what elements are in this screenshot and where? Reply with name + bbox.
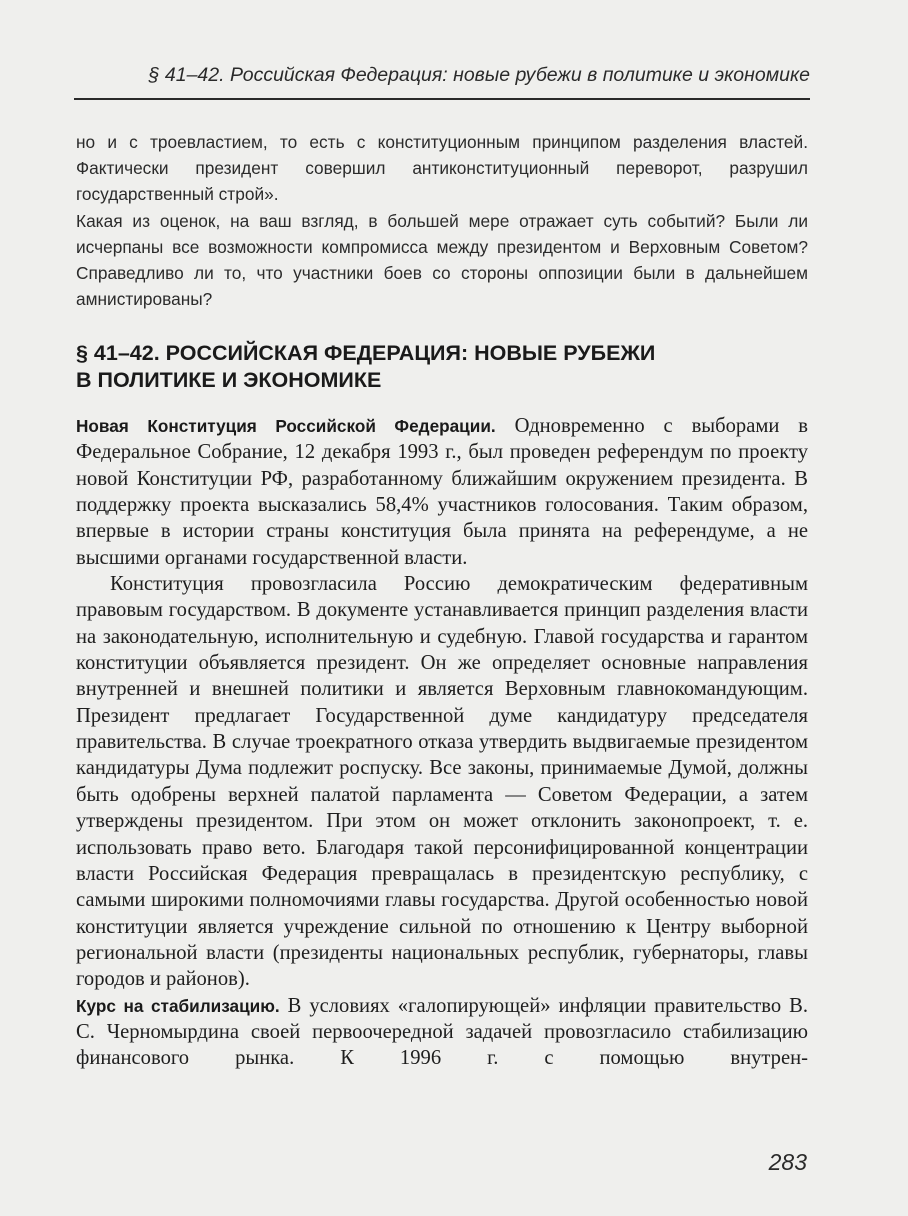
question-block: [76, 129, 808, 312]
paragraph-heading-stabilization: Курс на стабилизацию.: [76, 995, 280, 1016]
paragraph-text-stabilization: В условиях «галопирующей» инфляции правительство В. С. Черномырдина своей первоочередной задачей провозгласило стабилизацию финансового рынка. К 1996 г. с помощью внутрен-: [76, 994, 808, 1070]
paragraph-stabilization: [76, 993, 808, 1072]
paragraph-constitution-content: Конституция провозгласила Россию демократическим федеративным правовым государством. В документе устанавливается принцип разделения власти на законодательную, исполнительную и судебную. Главой государства и гарантом конституции объявляется президент. Он же определяет основные направления внутренней и внешней политики и является Верховным главнокомандующим. Президент предлагает Государственной думе кандидатуру председателя правительства. В случае троекратного отказа утвердить выдвигаемые президентом кандидатуры Дума подлежит роспуску. Все законы, принимаемые Думой, должны быть одобрены верхней палатой парламента — Советом Федерации, а затем утверждены президентом. При этом он может отклонить законопроект, т. е. использовать право вето. Благодаря такой персонифицированной концентрации власти Российская Федерация превращалась в президентскую республику, с самыми широкими полномочиями главы государства. Другой особенностью новой конституции является учреждение сильной по отношению к Центру выборной региональной власти (президенты национальных республик, губернаторы, главы городов и районов).: [76, 573, 808, 991]
running-head: § 41–42. Российская Федерация: новые рубежи в политике и экономике: [148, 64, 810, 86]
question-continuation: но и с троевластием, то есть с конституционным принципом разделения властей. Фактически президент совершил антиконституционный переворот, разрушил государственный строй».: [76, 132, 808, 205]
paragraph-heading-constitution: Новая Конституция Российской Федерации.: [76, 416, 496, 436]
section-title-line2: В ПОЛИТИКЕ И ЭКОНОМИКЕ: [76, 368, 382, 392]
paragraph-constitution: [76, 413, 808, 571]
section-body: [76, 413, 808, 1072]
header-rule: [74, 98, 810, 100]
question-text: Какая из оценок, на ваш взгляд, в большей мере отражает суть событий? Были ли исчерпаны все возможности компромисса между президентом и Верховным Советом? Справедливо ли то, что участники боев со стороны оппозиции были в дальнейшем амнистированы?: [76, 210, 808, 310]
page-number: 283: [768, 1149, 807, 1175]
paragraph-text-constitution: Одновременно с выборами в Федеральное Собрание, 12 декабря 1993 г., был проведен референдум по проекту новой Конституции РФ, разработанному ближайшим окружением президента. В поддержку проекта высказались 58,4% участников голосования. Таким образом, впервые в истории страны конституция была принята на референдуме, а не высшими органами государственной власти.: [76, 415, 809, 569]
section-title: [76, 340, 808, 394]
section-title-line1: § 41–42. РОССИЙСКАЯ ФЕДЕРАЦИЯ: НОВЫЕ РУБЕЖИ: [76, 341, 656, 365]
